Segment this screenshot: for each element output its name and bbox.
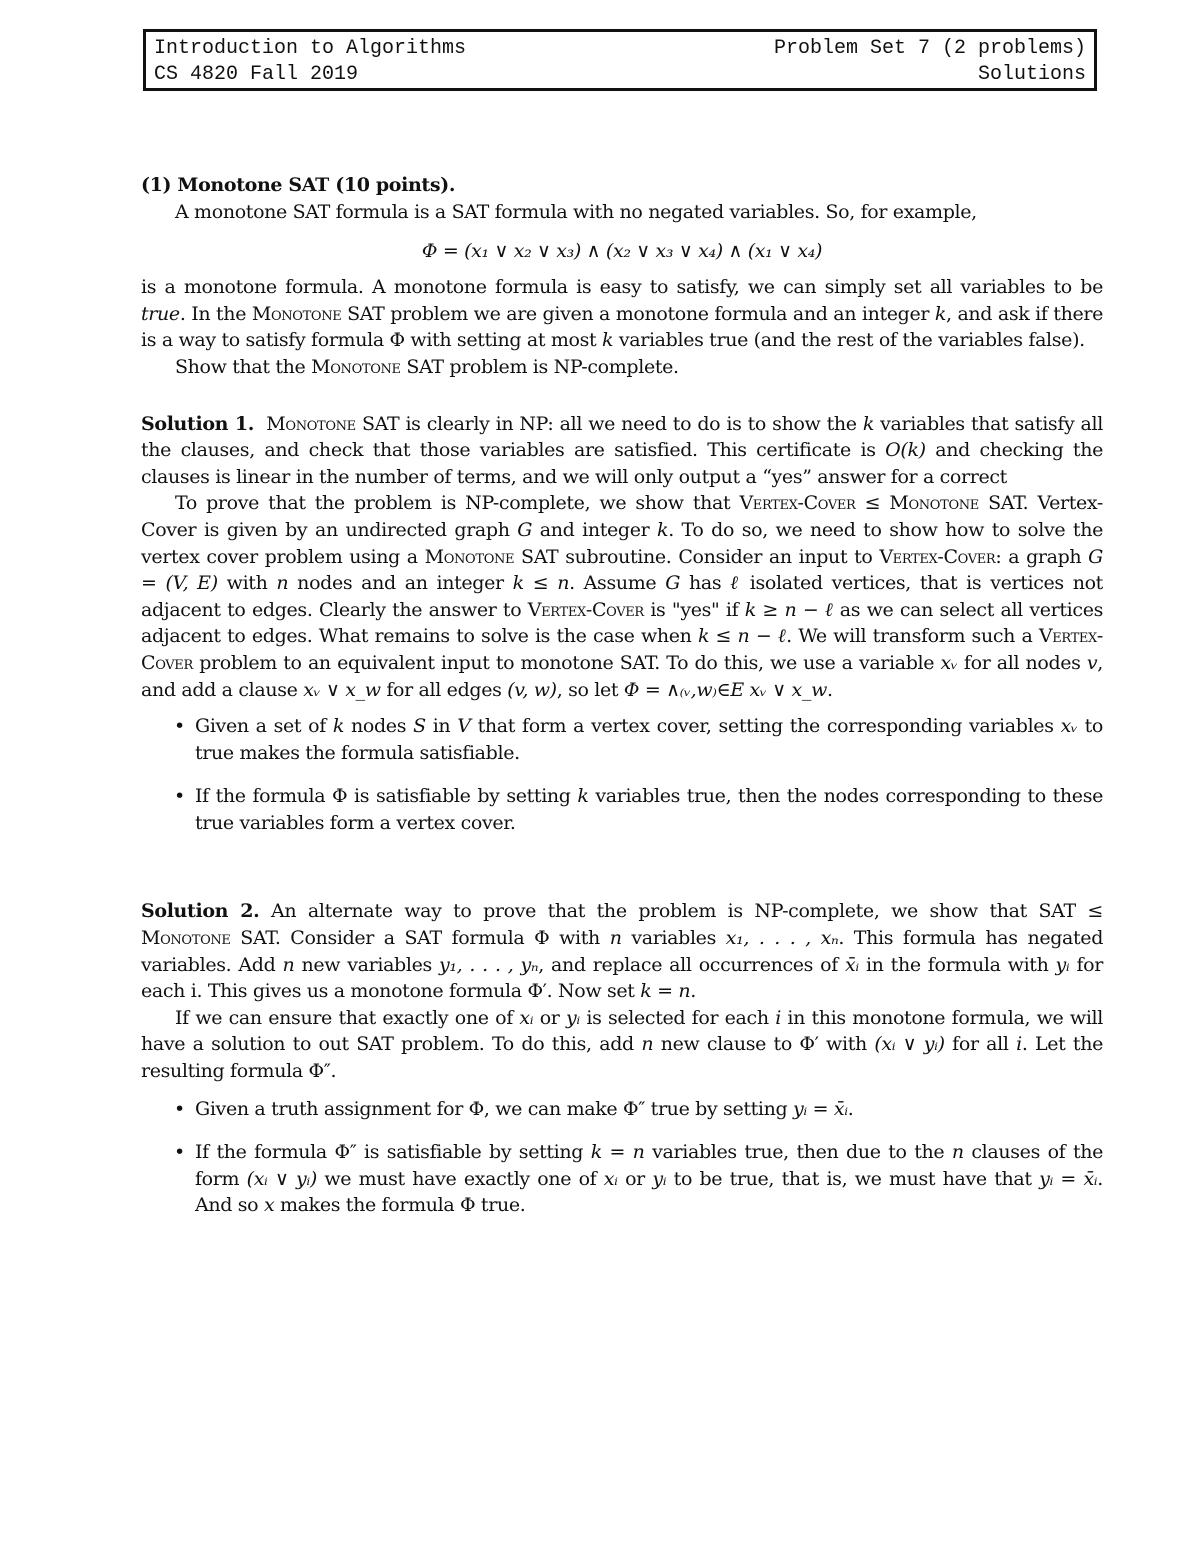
solution1-label: Solution 1. — [141, 412, 254, 435]
solution1-paragraph: Solution 1. Monotone SAT is clearly in NP: all we need to do is to show the k variables that satisfy all the clauses, and check that those variables are satisfied. This certificate is O(k) and checking the clauses is linear in the number of terms, and we will only output a “yes” answer for a correct — [141, 412, 1104, 488]
solution2-construction: If we can ensure that exactly one of xᵢ or yᵢ is selected for each i in this monotone formula, we will have a solution to out SAT problem. To do this, add n new clause to Φ′ with (xᵢ ∨ yᵢ) for all i. Let the resulting formula Φ″. — [141, 1006, 1104, 1083]
list-item: • Given a set of k nodes S in V that form a vertex cover, setting the corresponding variables xᵥ to true makes the formula satisfiable. — [174, 715, 1104, 764]
solution1-reduction: To prove that the problem is NP-complete, we show that Vertex-Cover ≤ Monotone SAT. Vertex-Cover is given by an undirected graph G and integer k. To do so, we need to show how to solve the vertex cover problem using a Monotone SAT subroutine. Consider an input to Vertex-Cover: a graph G = (V, E) with n nodes and an integer k ≤ n. Assume G has ℓ isolated vertices, that is vertices not adjacent to edges. Clearly the answer to Vertex-Cover is "yes" if k ≥ n − ℓ as we can select all vertices adjacent to edges. What remains to solve is the case when k ≤ n − ℓ. We will transform such a Vertex-Cover problem to an equivalent input to monotone SAT. To do this, we use a variable xᵥ for all nodes v, and add a clause xᵥ ∨ x_w for all edges (v, w), so let Φ = ∧₍ᵥ,w₎∈E xᵥ ∨ x_w. — [141, 492, 1103, 701]
bullet-icon: • — [174, 1097, 185, 1120]
solution1-bullets — [141, 713, 1103, 836]
bullet-icon: • — [174, 1141, 185, 1164]
list-item: • If the formula Φ is satisfiable by setting k variables true, then the nodes corresponding to these true variables form a vertex cover. — [174, 785, 1103, 834]
course-code: CS 4820 Fall 2019 — [154, 63, 359, 86]
bullet-icon: • — [174, 785, 185, 808]
header-row-bottom — [154, 63, 1086, 86]
list-item: • Given a truth assignment for Φ, we can make Φ″ true by setting yᵢ = x̄ᵢ. — [141, 1096, 1103, 1123]
problem-set-label: Problem Set 7 (2 problems) — [773, 37, 1086, 60]
list-item: • If the formula Φ″ is satisfiable by setting k = n variables true, then due to the n clauses of the form (xᵢ ∨ yᵢ) we must have exactly one of xᵢ or yᵢ to be true, that is, we must have that yᵢ = x̄ᵢ. And so x makes the formula Φ true. — [174, 1141, 1104, 1217]
problem-task: Show that the Monotone SAT problem is NP-complete. — [175, 355, 679, 378]
problem-heading: (1) Monotone SAT (10 points). — [141, 174, 456, 196]
bullet-icon: • — [174, 715, 185, 738]
solution2-label: Solution 2. — [141, 900, 260, 923]
header-row-top — [154, 37, 1086, 60]
problem-paragraph: is a monotone formula. A monotone formula is easy to satisfy, we can simply set all variables to be true. In the Monotone SAT problem we are given a monotone formula and an integer k, and ask if there is a way to satisfy formula Φ with setting at most k variables true (and the rest of the variables false). — [141, 276, 1103, 352]
solution2-paragraph: Solution 2. An alternate way to prove that the problem is NP-complete, we show that SAT ≤ Monotone SAT. Consider a SAT formula Φ with n variables x₁, . . . , xₙ. This formula has negated variables. Add n new variables y₁, . . . , yₙ, and replace all occurrences of x̄ᵢ in the formula with yᵢ for each i. This gives us a monotone formula Φ′. Now set k = n. — [141, 900, 1104, 1003]
problem-intro: A monotone SAT formula is a SAT formula with no negated variables. So, for example, — [175, 200, 977, 223]
document-body — [141, 172, 1103, 1219]
doc-type-label: Solutions — [977, 63, 1086, 86]
course-title: Introduction to Algorithms — [154, 37, 467, 60]
example-formula: Φ = (x₁ ∨ x₂ ∨ x₃) ∧ (x₂ ∨ x₃ ∨ x₄) ∧ (x₁ ∨ x₄) — [421, 240, 823, 263]
solution2-bullets — [141, 1096, 1103, 1219]
document-header — [143, 29, 1097, 91]
